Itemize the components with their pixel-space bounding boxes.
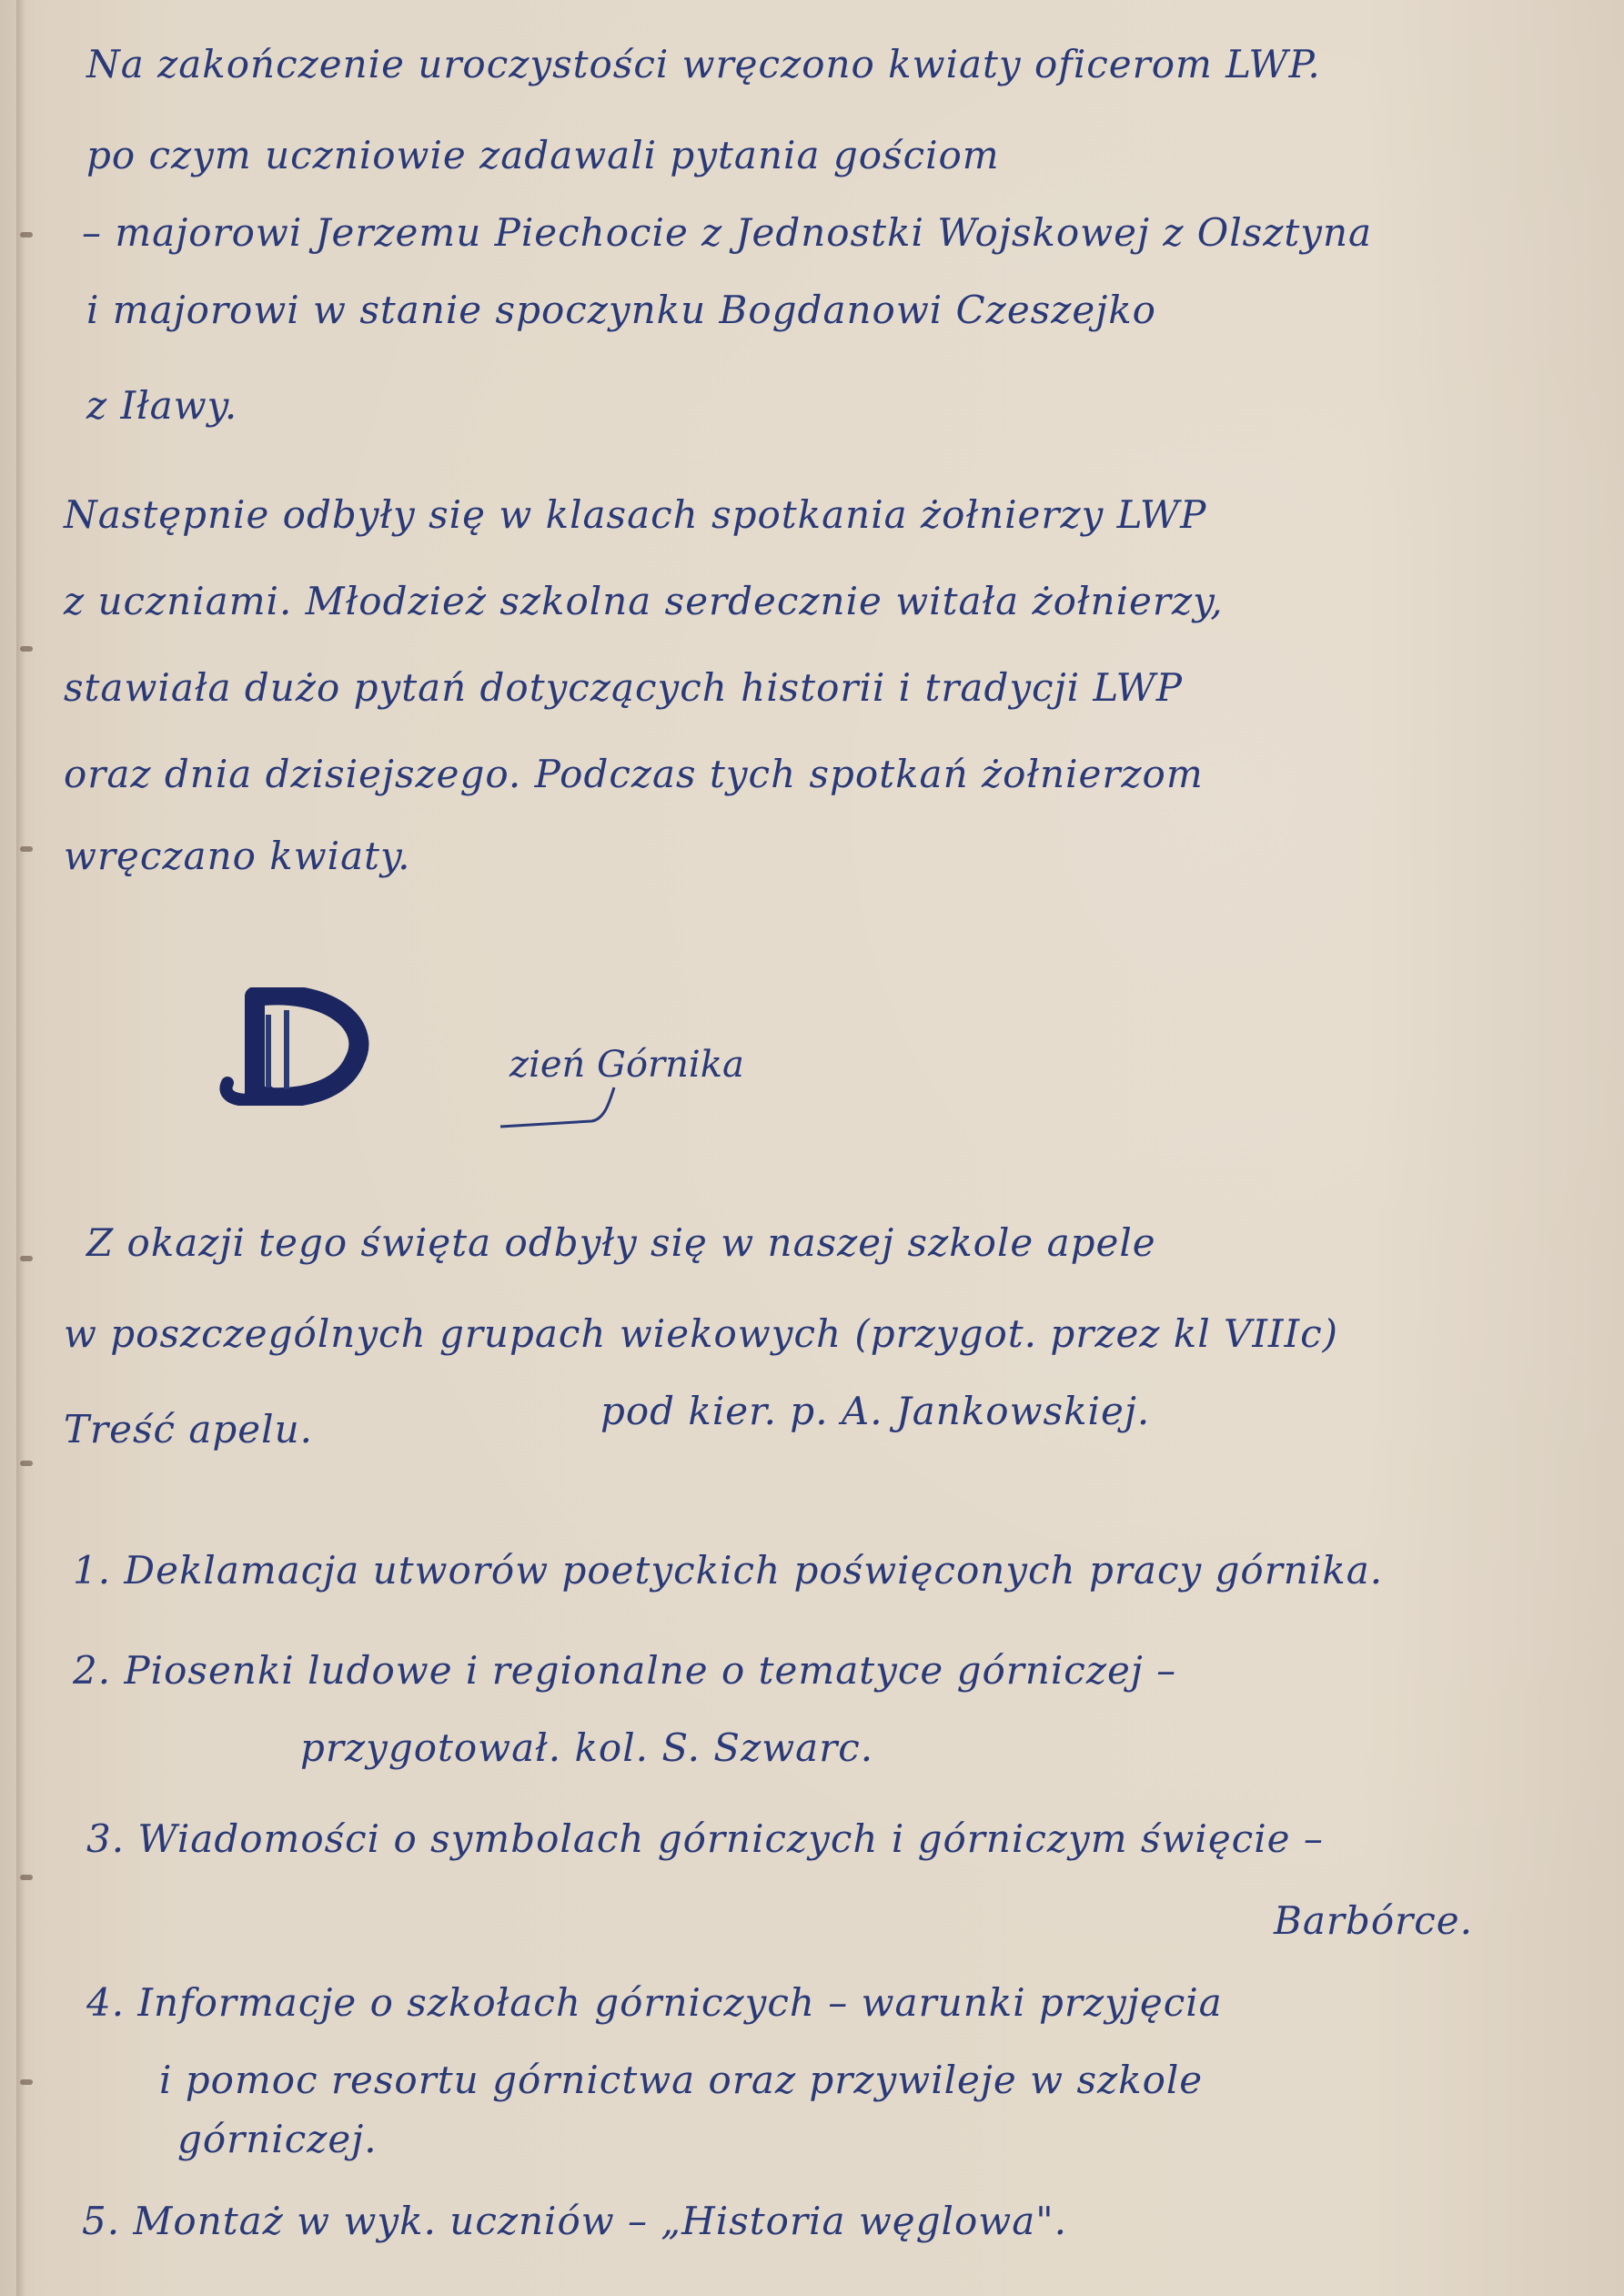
paragraph1-line2: po czym uczniowie zadawali pytania gościom xyxy=(86,133,1000,177)
paragraph3-line3: pod kier. p. A. Jankowskiej. xyxy=(600,1389,1151,1433)
paragraph1-line4: i majorowi w stanie spoczynku Bogdanowi Czeszejko xyxy=(86,288,1156,332)
list-item-4-cont2: górniczej. xyxy=(177,2117,378,2161)
paragraph3-line4: Treść apelu. xyxy=(64,1407,313,1451)
list-item-3-cont: Barbórce. xyxy=(1274,1898,1473,1943)
paragraph1-line3: – majorowi Jerzemu Piechocie z Jednostki Wojskowej z Olsztyna xyxy=(82,210,1373,255)
list-item-3: 3. Wiadomości o symbolach górniczych i górniczym święcie – xyxy=(86,1816,1324,1861)
paragraph3-line1: Z okazji tego święta odbyły się w naszej szkole apele xyxy=(86,1220,1156,1265)
paragraph3-line2: w poszczególnych grupach wiekowych (przygot. przez kl VIIIc) xyxy=(64,1311,1339,1356)
paragraph1-line1: Na zakończenie uroczystości wręczono kwiaty oficerom LWP. xyxy=(86,42,1321,86)
binding-stitch xyxy=(20,1461,33,1466)
binding-stitch xyxy=(20,1875,33,1880)
paragraph2-line4: oraz dnia dzisiejszego. Podczas tych spotkań żołnierzom xyxy=(64,752,1204,796)
list-item-5: 5. Montaż w wyk. uczniów – „Historia węglowa". xyxy=(82,2199,1067,2243)
binding-stitch xyxy=(20,2079,33,2085)
list-item-4: 4. Informacje o szkołach górniczych – warunki przyjęcia xyxy=(86,1980,1223,2025)
list-item-1: 1. Deklamacja utworów poetyckich poświęconych pracy górnika. xyxy=(73,1548,1384,1593)
decorative-initial-d xyxy=(218,987,373,1106)
binding-stitch xyxy=(20,846,33,852)
list-item-4-cont1: i pomoc resortu górnictwa oraz przywileje w szkole xyxy=(159,2058,1204,2102)
list-item-2: 2. Piosenki ludowe i regionalne o tematyce górniczej – xyxy=(73,1648,1177,1693)
paragraph2-line2: z uczniami. Młodzież szkolna serdecznie witała żołnierzy, xyxy=(64,579,1224,623)
heading-flourish xyxy=(491,1083,764,1138)
section-heading xyxy=(218,987,764,1142)
paragraph2-line1: Następnie odbyły się w klasach spotkania żołnierzy LWP xyxy=(64,492,1207,537)
binding-stitch xyxy=(20,232,33,238)
paragraph2-line5: wręczano kwiaty. xyxy=(64,834,411,878)
binding-stitch xyxy=(20,646,33,652)
binding-stitch xyxy=(20,1256,33,1261)
paragraph1-line5: z Iławy. xyxy=(86,383,238,428)
list-item-2-cont: przygotował. kol. S. Szwarc. xyxy=(300,1725,874,1770)
heading-text: zień Górnika xyxy=(509,1044,744,1086)
binding-edge xyxy=(16,0,25,2296)
paragraph2-line3: stawiała dużo pytań dotyczących historii i tradycji LWP xyxy=(64,665,1184,710)
